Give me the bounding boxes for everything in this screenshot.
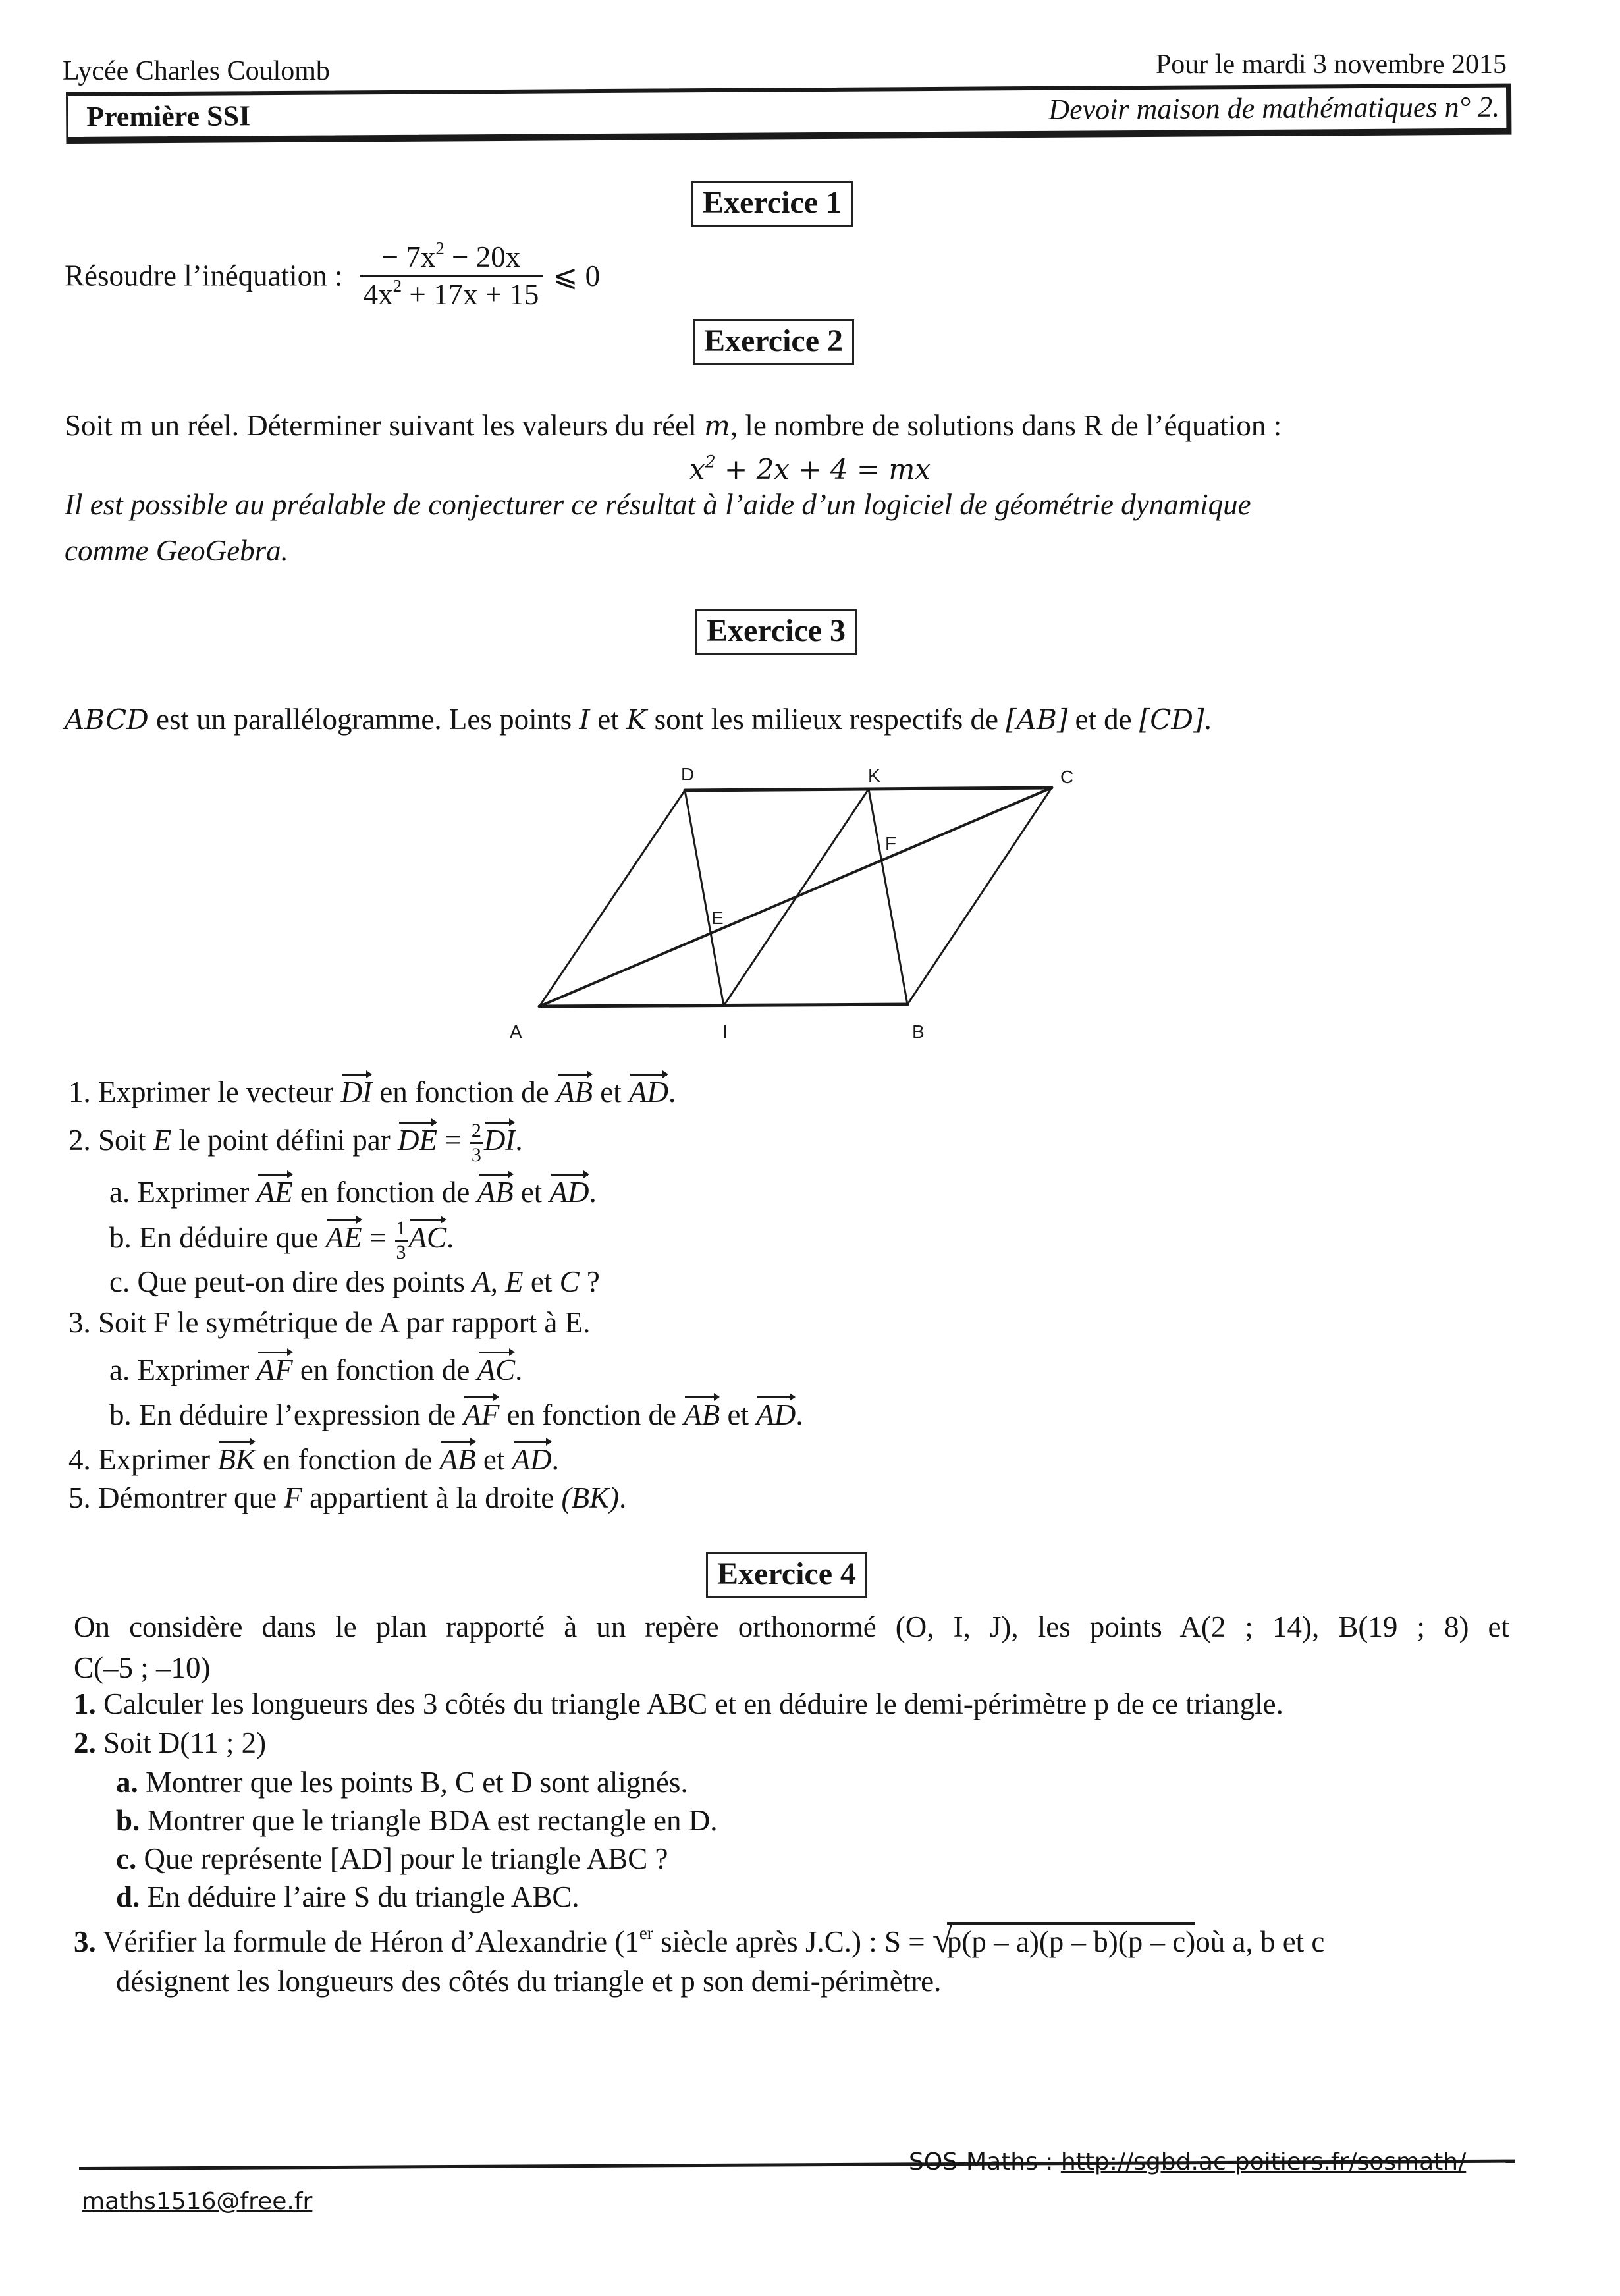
equation-x: x [689, 453, 705, 485]
ex4-question-3-continued: désignent les longueurs des côtés du triangle et p son demi-périmètre. [116, 1965, 942, 1998]
fraction-numerator: 2 [470, 1121, 483, 1144]
q-text: et [720, 1398, 757, 1431]
vector-ad: AD [550, 1174, 589, 1207]
q-number: 1. [68, 1076, 98, 1108]
q-text: ? [579, 1265, 600, 1298]
sos-label: SOS-Maths : [909, 2148, 1061, 2175]
footer-sos-maths [909, 2148, 1466, 2175]
ex3-question-1 [68, 1074, 676, 1107]
ex3-question-3b [109, 1396, 803, 1430]
q-number: d. [116, 1880, 140, 1913]
q-number: b. [109, 1220, 139, 1254]
vector-de: DE [398, 1122, 437, 1155]
vector-ad: AD [629, 1074, 668, 1107]
q-text: Exprimer [137, 1353, 257, 1386]
vector-ab: AB [684, 1396, 720, 1430]
label-c: C [1060, 767, 1074, 787]
intro-text: sont les milieux respectifs de [647, 703, 1006, 736]
q-number: 2. [74, 1726, 96, 1759]
q-number: b. [109, 1398, 139, 1431]
q-text: Calculer les longueurs des 3 côtés du triangle ABC et en déduire le demi-périmètre p de ce triangle. [95, 1687, 1283, 1720]
point-e: E [153, 1123, 172, 1157]
ex3-question-2c [109, 1267, 600, 1297]
vector-di: DI [341, 1074, 372, 1107]
point-f: F [284, 1481, 302, 1514]
segment-di [685, 790, 724, 1006]
intro-text: est un parallélogramme. Les points [148, 703, 580, 736]
vector-ad: AD [756, 1396, 796, 1430]
vector-ab: AB [440, 1441, 476, 1475]
ex3-question-2a [109, 1174, 597, 1207]
q-text: . [515, 1353, 523, 1386]
intro-segment-cd: [CD] [1139, 703, 1204, 736]
ex4-intro-line-2: C(–5 ; –10) [74, 1651, 211, 1684]
vector-ac: AC [477, 1352, 516, 1385]
q-text: le point défini par [171, 1123, 398, 1157]
q-text: en fonction de [292, 1353, 477, 1386]
exercise-2-hint: Il est possible au préalable de conjecturer ce résultat à l’aide d’un logiciel de géométrie dynamique [65, 488, 1251, 521]
footer-email-link[interactable]: maths1516@free.fr [82, 2188, 313, 2215]
label-d: D [681, 764, 695, 784]
exercise-3-heading: Exercice 3 [695, 609, 857, 655]
q-text: en fonction de [255, 1443, 440, 1476]
radicand: p(p – a)(p – b)(p – c) [947, 1922, 1195, 1957]
fraction-one-third [395, 1218, 408, 1263]
ex4-question-2d [116, 1882, 580, 1912]
label-a: A [510, 1022, 522, 1042]
intro-text: . [1204, 703, 1212, 736]
q-text: Exprimer [137, 1176, 257, 1209]
sqrt-icon: √ [932, 1920, 953, 1961]
ex4-question-2b [116, 1806, 718, 1836]
equals-sign: = [437, 1123, 469, 1157]
q-text: et [513, 1176, 550, 1209]
intro-text: et [589, 703, 626, 736]
school-name: Lycée Charles Coulomb [63, 56, 330, 86]
ex4-question-2 [74, 1728, 266, 1758]
heron-sqrt [932, 1920, 1196, 1961]
fraction-denominator: 3 [471, 1144, 481, 1166]
q-text: . [446, 1220, 454, 1254]
numerator-term-1: − 7x [381, 240, 436, 273]
q-text: En déduire l’expression de [139, 1398, 464, 1431]
fraction-denominator: 3 [396, 1242, 406, 1263]
q-number: a. [116, 1766, 138, 1799]
q-text: Démontrer que [98, 1481, 284, 1514]
exercise-4-heading: Exercice 4 [706, 1552, 867, 1598]
intro-segment-ab: [AB] [1006, 703, 1068, 736]
vector-ae: AE [326, 1219, 362, 1253]
fraction-two-thirds [470, 1121, 483, 1165]
vector-ab: AB [556, 1074, 593, 1107]
equation-rest: + 2x + 4 = mx [715, 453, 931, 485]
q-text: en fonction de [372, 1076, 556, 1108]
q-text: . [551, 1443, 559, 1476]
exercise-1-prompt: Résoudre l’inéquation : [65, 259, 343, 292]
q-text: En déduire l’aire S du triangle ABC. [140, 1880, 580, 1913]
q-text: en fonction de [292, 1176, 477, 1209]
vector-af: AF [257, 1352, 293, 1385]
document-title: Devoir maison de mathématiques n° 2. [1048, 90, 1500, 126]
intro-text: et de [1067, 703, 1139, 736]
label-k: K [868, 765, 880, 786]
q-text: Soit D(11 ; 2) [95, 1726, 267, 1759]
q-number: 5. [68, 1481, 98, 1514]
sos-maths-link[interactable]: http://sgbd.ac-poitiers.fr/sosmath/ [1060, 2148, 1467, 2175]
label-e: E [711, 908, 724, 928]
q-text: . [589, 1176, 597, 1209]
exercise-1-heading: Exercice 1 [691, 181, 853, 227]
q-text: . [515, 1123, 523, 1157]
q-text: Soit F le symétrique de A par rapport à E. [98, 1306, 591, 1339]
line-bk: (BK) [561, 1481, 619, 1514]
vector-ae: AE [257, 1174, 293, 1207]
q-text: . [668, 1076, 676, 1108]
q-text: et [475, 1443, 512, 1476]
denominator-term-2: + 17x + 15 [402, 278, 539, 311]
q-text: en fonction de [499, 1398, 684, 1431]
vector-ab: AB [477, 1174, 514, 1207]
label-i: I [722, 1022, 728, 1042]
due-date: Pour le mardi 3 novembre 2015 [1155, 49, 1507, 80]
equals-sign: = [362, 1220, 394, 1254]
q-text: et [523, 1265, 560, 1298]
q-text: appartient à la droite [302, 1481, 562, 1514]
q-number: 3. [68, 1306, 98, 1339]
intro-abcd: ABCD [65, 703, 149, 736]
exercise-2-heading: Exercice 2 [693, 319, 854, 365]
ex4-question-1 [74, 1689, 1283, 1719]
segment-kb [869, 789, 907, 1004]
exercise-2-hint-continued: comme GeoGebra. [65, 534, 288, 567]
q-text: . [618, 1481, 627, 1514]
segment-bc [907, 788, 1052, 1004]
ex4-question-2a [116, 1768, 688, 1797]
q-number: 4. [68, 1443, 98, 1476]
ex4-question-3 [74, 1920, 1325, 1961]
q-number: 1. [74, 1687, 96, 1720]
vector-ad: AD [512, 1441, 552, 1475]
numerator-exponent: 2 [435, 238, 445, 259]
ex3-question-3 [68, 1308, 590, 1338]
denominator-term-1: 4x [363, 278, 393, 311]
vector-di: DI [484, 1122, 515, 1155]
fraction-numerator: 1 [395, 1218, 408, 1242]
vector-bk: BK [217, 1441, 256, 1475]
q-text: Exprimer [98, 1443, 218, 1476]
q-text: Montrer que le triangle BDA est rectangle en D. [140, 1804, 718, 1837]
intro-point-i: I [579, 703, 590, 736]
q-number: a. [109, 1353, 138, 1386]
class-name: Première SSI [86, 99, 251, 133]
q-text: siècle après J.C.) : S = [653, 1925, 932, 1958]
label-f: F [885, 833, 897, 854]
equation-exponent: 2 [705, 452, 716, 472]
ex4-question-2c [116, 1844, 668, 1874]
ex4-intro-line-1: On considère dans le plan rapporté à un repère orthonormé (O, I, J), les points A(2 ; 14), B(19 ; 8) et [74, 1610, 1509, 1643]
q-text: Que représente [AD] pour le triangle ABC ? [136, 1842, 668, 1875]
q-text: Exprimer le vecteur [98, 1076, 341, 1108]
label-b: B [912, 1022, 925, 1042]
exercise-2-text-a: Soit m un réel. Déterminer suivant les valeurs du réel [65, 409, 704, 442]
q-number: 2. [68, 1123, 98, 1157]
ex3-question-2b [109, 1218, 454, 1263]
numerator-term-2: − 20x [444, 240, 521, 273]
ex3-question-3a [109, 1352, 522, 1385]
q-text: Montrer que les points B, C et D sont alignés. [138, 1766, 688, 1799]
vector-ac: AC [409, 1219, 447, 1253]
parameter-m: m [703, 410, 730, 442]
ordinal-superscript: er [639, 1923, 653, 1944]
q-number: c. [109, 1265, 138, 1298]
q-number: c. [116, 1842, 137, 1875]
vector-af: AF [463, 1396, 499, 1430]
inequality-relation: ⩽ 0 [553, 259, 601, 292]
q-text: Vérifier la formule de Héron d’Alexandrie (1 [95, 1925, 639, 1958]
q-number: b. [116, 1804, 140, 1837]
q-text: et [592, 1076, 629, 1108]
intro-point-k: K [626, 703, 647, 736]
q-text: . [796, 1398, 803, 1431]
ex3-question-4 [68, 1441, 559, 1475]
q-text: En déduire que [139, 1220, 326, 1254]
point-c: C [559, 1265, 580, 1298]
exercise-2-text-b: , le nombre de solutions dans R de l’équation : [730, 409, 1282, 442]
q-text: Que peut-on dire des points [137, 1265, 473, 1298]
denominator-exponent: 2 [392, 276, 402, 296]
q-number: 3. [74, 1925, 96, 1958]
points-a-e: A, E [472, 1265, 524, 1298]
segment-ik [724, 789, 869, 1006]
q-text: Soit [98, 1123, 153, 1157]
q-number: a. [109, 1176, 138, 1209]
ex3-question-5 [68, 1483, 626, 1513]
ex3-question-2 [68, 1121, 523, 1165]
q-text: où a, b et c [1195, 1925, 1325, 1958]
